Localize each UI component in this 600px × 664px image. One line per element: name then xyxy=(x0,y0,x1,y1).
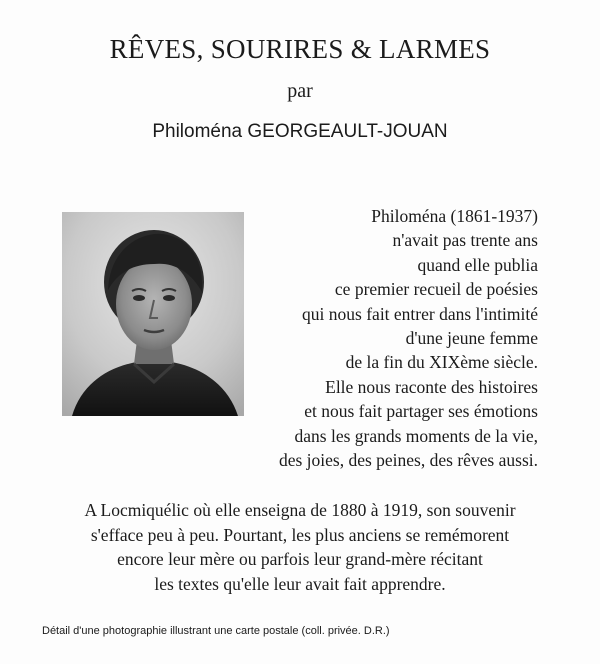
bio-line: d'une jeune femme xyxy=(405,328,538,349)
bio-line: de la fin du XIXème siècle. xyxy=(345,352,538,373)
bio-line: qui nous fait entrer dans l'intimité xyxy=(302,303,538,324)
bio-line: et nous fait partager ses émotions xyxy=(304,401,538,422)
memory-line: A Locmiquélic où elle enseigna de 1880 à 1919, son souvenir xyxy=(84,500,516,520)
bio-line: ce premier recueil de poésies xyxy=(334,279,538,300)
bio-line: quand elle publia xyxy=(417,254,538,275)
bio-line: n'avait pas trente ans xyxy=(392,230,538,251)
memory-paragraph xyxy=(40,498,560,596)
bio-line: Philoména (1861-1937) xyxy=(371,206,538,226)
memory-line: encore leur mère ou parfois leur grand-mère récitant xyxy=(117,549,483,570)
bio-line: des joies, des peines, des rêves aussi. xyxy=(278,450,538,471)
bio-line: dans les grands moments de la vie, xyxy=(294,425,538,446)
bio-line: Elle nous raconte des histoires xyxy=(325,376,538,397)
photo-caption: Détail d'une photographie illustrant une carte postale (coll. privée. D.R.) xyxy=(42,625,390,637)
by-label: par xyxy=(287,80,313,102)
biography-paragraph xyxy=(208,204,538,472)
book-title: RÊVES, SOURIRES & LARMES xyxy=(109,34,491,64)
author-name: Philoména GEORGEAULT-JOUAN xyxy=(152,121,448,142)
memory-line: s'efface peu à peu. Pourtant, les plus anciens se remémorent xyxy=(90,524,510,545)
memory-line: les textes qu'elle leur avait fait apprendre. xyxy=(154,573,446,594)
